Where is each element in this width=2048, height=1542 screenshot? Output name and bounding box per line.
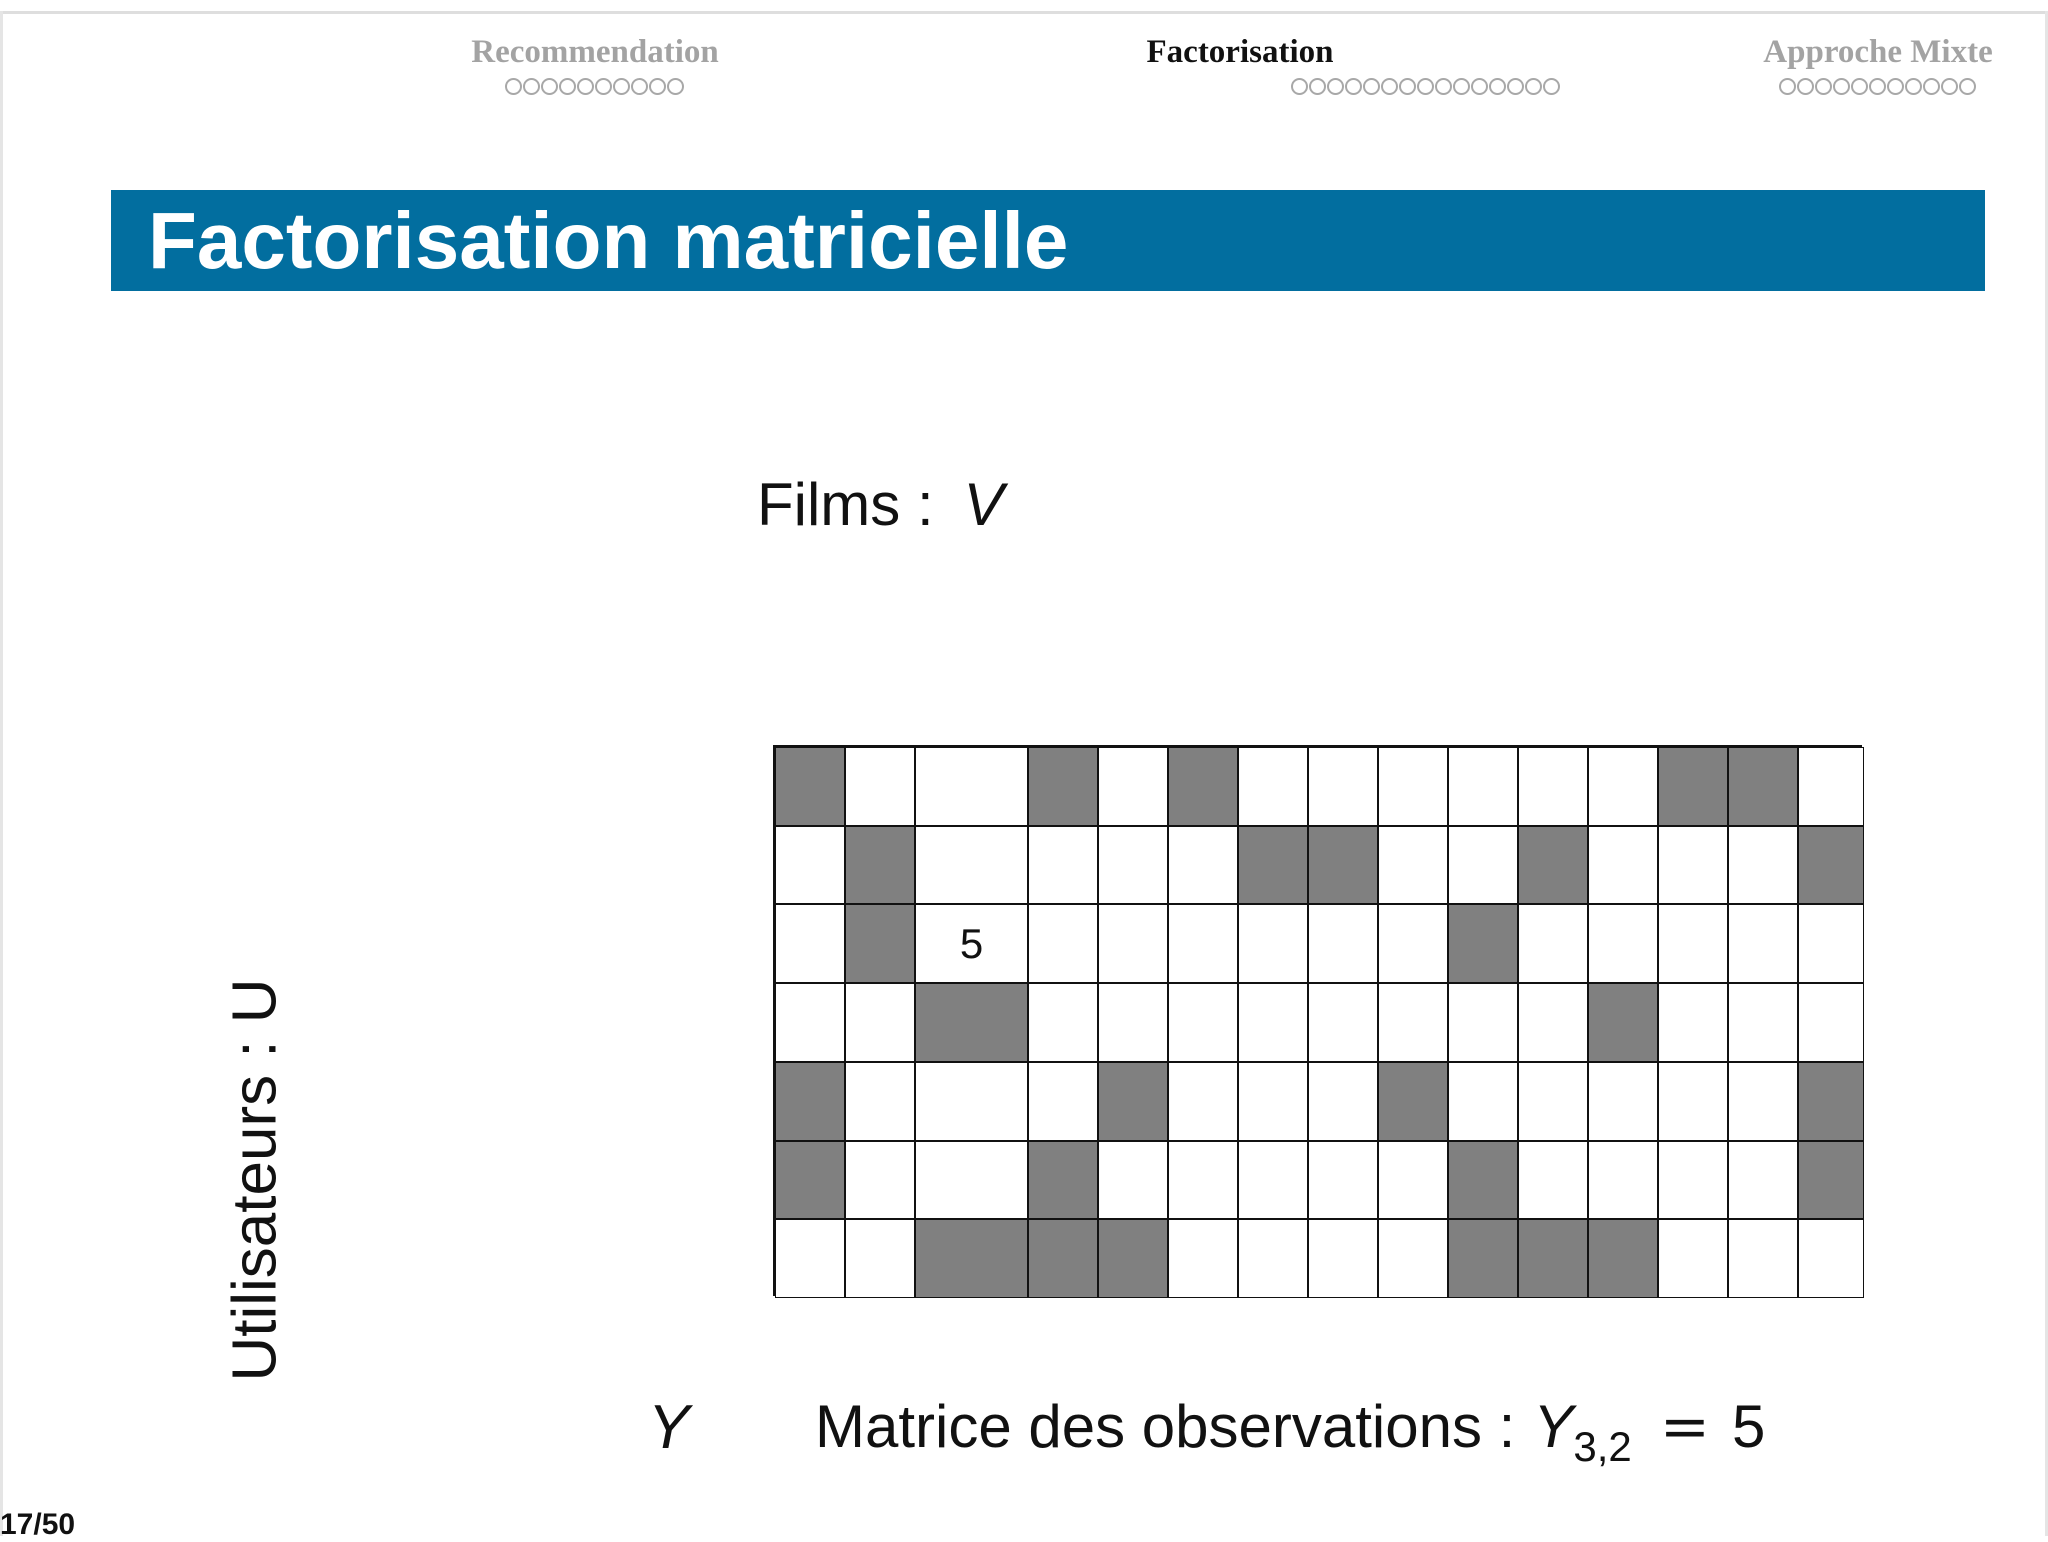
observation-matrix (773, 745, 1862, 1296)
matrix-cell-empty (1168, 1219, 1238, 1298)
matrix-cell-empty (1728, 983, 1798, 1062)
matrix-cell-observed (1588, 1219, 1658, 1298)
matrix-cell-empty (775, 826, 845, 905)
matrix-cell-empty (1168, 1062, 1238, 1141)
slide-title: Factorisation matricielle (148, 196, 1069, 285)
nav-dot[interactable] (1399, 78, 1416, 95)
matrix-cell-observed (1098, 1219, 1168, 1298)
matrix-cell-observed (1098, 1062, 1168, 1141)
nav-dot[interactable] (1779, 78, 1796, 95)
matrix-cell-empty (1518, 747, 1588, 826)
matrix-cell-empty (1098, 904, 1168, 983)
nav-section-recommendation[interactable] (458, 32, 732, 95)
matrix-cell-empty (845, 1141, 915, 1220)
page-number: 17/50 (0, 1508, 76, 1541)
caption-var: Y (1533, 1393, 1574, 1460)
nav-dot[interactable] (1435, 78, 1452, 95)
matrix-cell-observed (845, 826, 915, 905)
matrix-cell-empty (845, 1219, 915, 1298)
matrix-cell-empty (845, 983, 915, 1062)
matrix-cell-empty (1658, 1062, 1728, 1141)
nav-dot[interactable] (1507, 78, 1524, 95)
nav-dot[interactable] (613, 78, 630, 95)
caption-value: 5 (1732, 1393, 1766, 1460)
matrix-cell-empty (1588, 1141, 1658, 1220)
matrix-cell-empty (1798, 1219, 1864, 1298)
matrix-cell-empty (845, 747, 915, 826)
nav-dot[interactable] (631, 78, 648, 95)
nav-title[interactable]: Approche Mixte (1763, 34, 1993, 70)
matrix-cell-empty (845, 1062, 915, 1141)
matrix-cell-observed (1448, 1141, 1518, 1220)
matrix-cell-empty (1658, 1219, 1728, 1298)
matrix-cell-empty (1588, 826, 1658, 905)
matrix-cell-empty (1378, 983, 1448, 1062)
films-label (757, 470, 1004, 539)
nav-section-approche-mixte[interactable] (1750, 32, 2006, 95)
matrix-cell-empty (1028, 826, 1098, 905)
films-variable: V (963, 471, 1004, 538)
matrix-cell-empty (1448, 747, 1518, 826)
matrix-cell-observed (1448, 1219, 1518, 1298)
matrix-name: Y (648, 1393, 690, 1462)
matrix-cell-empty (1378, 1219, 1448, 1298)
matrix-cell-empty (1168, 904, 1238, 983)
nav-dot[interactable] (1363, 78, 1380, 95)
matrix-cell-empty (1308, 983, 1378, 1062)
users-label-text: Utilisateurs : U (220, 978, 290, 1382)
nav-dot[interactable] (1345, 78, 1362, 95)
nav-dot[interactable] (1815, 78, 1832, 95)
nav-dot[interactable] (1309, 78, 1326, 95)
nav-dot[interactable] (505, 78, 522, 95)
slide-frame-top (0, 11, 2048, 14)
matrix-cell-empty (1518, 983, 1588, 1062)
caption-variable (1533, 1393, 1632, 1470)
nav-dot[interactable] (1381, 78, 1398, 95)
matrix-cell-empty (1798, 904, 1864, 983)
nav-dot[interactable] (1327, 78, 1344, 95)
nav-dot[interactable] (1869, 78, 1886, 95)
matrix-cell-empty (1588, 747, 1658, 826)
matrix-cell-empty (915, 1062, 1028, 1141)
matrix-cell-empty (1658, 826, 1728, 905)
matrix-cell-empty (1518, 1141, 1588, 1220)
nav-dot[interactable] (1941, 78, 1958, 95)
matrix-cell-empty (1098, 983, 1168, 1062)
matrix-cell-observed (1798, 1062, 1864, 1141)
matrix-cell-empty (1378, 747, 1448, 826)
nav-dot[interactable] (1291, 78, 1308, 95)
matrix-cell-empty (775, 983, 845, 1062)
matrix-cell-empty (1378, 1141, 1448, 1220)
matrix-cell-observed (1238, 826, 1308, 905)
matrix-cell-empty (1308, 1062, 1378, 1141)
matrix-cell-observed (775, 1062, 845, 1141)
matrix-cell-empty (1238, 1141, 1308, 1220)
matrix-cell-observed (1658, 747, 1728, 826)
matrix-cell-empty (1168, 983, 1238, 1062)
nav-dot[interactable] (1453, 78, 1470, 95)
matrix-cell-empty (1658, 1141, 1728, 1220)
films-label-text: Films : (757, 471, 934, 538)
matrix-cell-empty (1728, 1141, 1798, 1220)
matrix-cell-empty (1028, 983, 1098, 1062)
title-bar (111, 190, 1985, 291)
nav-dots (1256, 78, 1596, 95)
matrix-cell-observed (1518, 1219, 1588, 1298)
matrix-cell-observed (915, 1219, 1028, 1298)
nav-dot[interactable] (1471, 78, 1488, 95)
matrix-cell-empty (1518, 904, 1588, 983)
matrix-cell-empty (1238, 983, 1308, 1062)
matrix-cell-empty (1378, 826, 1448, 905)
matrix-cell-observed (1378, 1062, 1448, 1141)
matrix-cell-observed (1798, 1141, 1864, 1220)
matrix-cell-empty (1238, 904, 1308, 983)
nav-dot[interactable] (595, 78, 612, 95)
matrix-cell-empty (1448, 826, 1518, 905)
matrix-cell-empty (1518, 1062, 1588, 1141)
matrix-cell-empty (1798, 747, 1864, 826)
matrix-cell-empty (1098, 747, 1168, 826)
matrix-cell-observed (1518, 826, 1588, 905)
matrix-cell-empty (1028, 904, 1098, 983)
caption-equals: = (1659, 1392, 1711, 1462)
matrix-cell-empty (1378, 904, 1448, 983)
matrix-cell-observed (915, 983, 1028, 1062)
matrix-cell-empty (1308, 1141, 1378, 1220)
matrix-cell-empty (1728, 1062, 1798, 1141)
matrix-cell-empty (775, 904, 845, 983)
nav-dot[interactable] (667, 78, 684, 95)
matrix-cell-empty (915, 747, 1028, 826)
matrix-cell-value: 5 (959, 919, 984, 967)
nav-dot[interactable] (1959, 78, 1976, 95)
nav-dot[interactable] (1851, 78, 1868, 95)
matrix-cell-observed (1168, 747, 1238, 826)
matrix-cell-observed (845, 904, 915, 983)
matrix-caption (815, 1392, 1765, 1471)
matrix-cell-empty (915, 1141, 1028, 1220)
nav-dot[interactable] (1489, 78, 1506, 95)
matrix-cell-observed (1728, 747, 1798, 826)
matrix-cell-empty (1028, 1062, 1098, 1141)
matrix-cell-empty (1098, 1141, 1168, 1220)
matrix-cell-observed (1448, 904, 1518, 983)
nav-dot[interactable] (523, 78, 540, 95)
matrix-cell-empty (1798, 983, 1864, 1062)
matrix-cell-empty (915, 826, 1028, 905)
matrix-cell-empty (1448, 1062, 1518, 1141)
matrix-cell-empty (1308, 747, 1378, 826)
matrix-cell-empty (1238, 747, 1308, 826)
nav-dots (1750, 78, 2006, 95)
matrix-cell-observed (1308, 826, 1378, 905)
matrix-cell-empty (1588, 904, 1658, 983)
nav-dot[interactable] (1797, 78, 1814, 95)
nav-dot[interactable] (1923, 78, 1940, 95)
matrix-cell-empty (915, 904, 1028, 983)
matrix-cell-empty (1448, 983, 1518, 1062)
matrix-cell-empty (1658, 904, 1728, 983)
nav-title[interactable]: Factorisation (1146, 34, 1334, 70)
matrix-cell-empty (1308, 1219, 1378, 1298)
nav-dot[interactable] (541, 78, 558, 95)
matrix-cell-empty (1658, 983, 1728, 1062)
matrix-cell-empty (1588, 1062, 1658, 1141)
matrix-cell-empty (1728, 826, 1798, 905)
matrix-cell-empty (1308, 904, 1378, 983)
matrix-cell-empty (1168, 826, 1238, 905)
nav-dot[interactable] (1905, 78, 1922, 95)
matrix-cell-observed (775, 1141, 845, 1220)
matrix-cell-observed (775, 747, 845, 826)
nav-title[interactable]: Recommendation (471, 34, 719, 70)
matrix-cell-empty (775, 1219, 845, 1298)
nav-dot[interactable] (1417, 78, 1434, 95)
matrix-cell-observed (1798, 826, 1864, 905)
matrix-cell-empty (1168, 1141, 1238, 1220)
caption-text: Matrice des observations : (815, 1393, 1516, 1460)
nav-dot[interactable] (559, 78, 576, 95)
nav-dot[interactable] (577, 78, 594, 95)
matrix-cell-observed (1588, 983, 1658, 1062)
matrix-cell-empty (1238, 1219, 1308, 1298)
matrix-cell-empty (1238, 1062, 1308, 1141)
matrix-cell-empty (1728, 904, 1798, 983)
nav-dot[interactable] (1525, 78, 1542, 95)
matrix-cell-observed (1028, 747, 1098, 826)
nav-dot[interactable] (1887, 78, 1904, 95)
nav-dots (458, 78, 732, 95)
nav-dot[interactable] (1543, 78, 1560, 95)
nav-dot[interactable] (1833, 78, 1850, 95)
matrix-cell-empty (1728, 1219, 1798, 1298)
matrix-cell-empty (1098, 826, 1168, 905)
slide-frame-left (0, 11, 3, 1536)
matrix-cell-observed (1028, 1219, 1098, 1298)
nav-section-factorisation[interactable] (1138, 32, 1342, 95)
matrix-cell-observed (1028, 1141, 1098, 1220)
caption-subscript: 3,2 (1573, 1423, 1632, 1470)
nav-dot[interactable] (649, 78, 666, 95)
